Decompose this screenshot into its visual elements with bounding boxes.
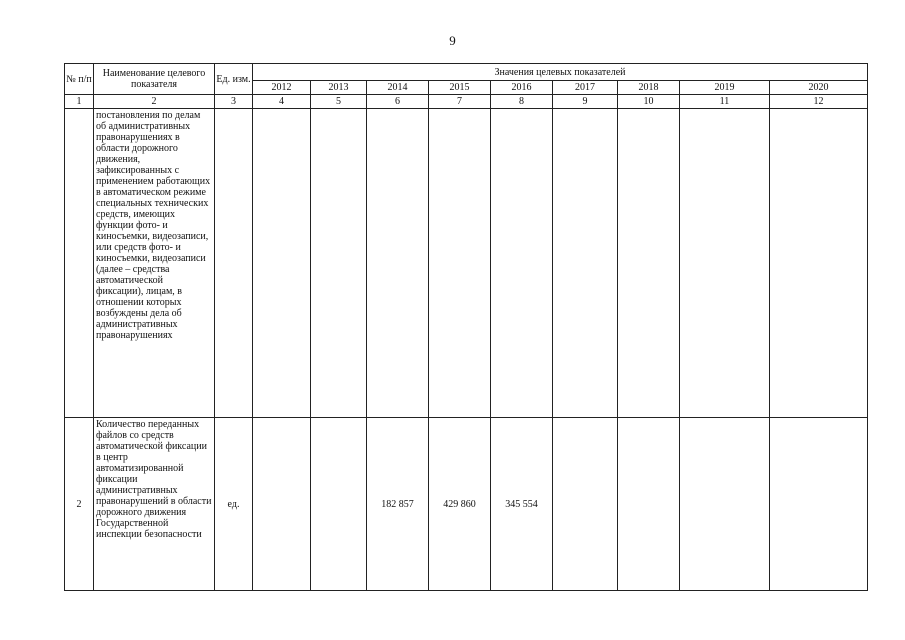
- header-values: Значения целевых показателей: [253, 64, 868, 81]
- header-year: 2016: [491, 81, 553, 95]
- row-value: [618, 109, 680, 418]
- column-number: 2: [94, 95, 215, 109]
- header-year: 2020: [770, 81, 868, 95]
- header-unit: Ед. изм.: [215, 64, 253, 95]
- header-num: № п/п: [65, 64, 94, 95]
- column-number: 12: [770, 95, 868, 109]
- row-value: [770, 418, 868, 591]
- row-unit: [215, 109, 253, 418]
- table-row: [65, 109, 868, 418]
- column-number: 6: [367, 95, 429, 109]
- header-name: Наименование целевого показателя: [94, 64, 215, 95]
- table-row: [65, 418, 868, 591]
- header-year: 2015: [429, 81, 491, 95]
- row-value: [680, 109, 770, 418]
- row-value: [429, 109, 491, 418]
- column-number: 5: [311, 95, 367, 109]
- row-num: 2: [65, 418, 94, 591]
- header-year: 2017: [553, 81, 618, 95]
- page-number: 9: [449, 33, 456, 48]
- row-name: постановления по делам об административных правонарушениях в области дорожного движения, зафиксированных с применением работающих в автоматическом режиме специальных технических средств, имеющих функции фото- и киносъемки, видеозаписи, или средств фото- и киносъемки, видеозаписи (далее – средства автоматической фиксации), лицам, в отношении которых возбуждены дела об административных правонарушениях: [94, 109, 215, 418]
- row-value: [680, 418, 770, 591]
- row-value: [491, 109, 553, 418]
- row-value: [553, 109, 618, 418]
- header-year: 2013: [311, 81, 367, 95]
- header-row: [65, 64, 868, 81]
- column-numbers-row: [65, 95, 868, 109]
- row-value: 182 857: [367, 418, 429, 591]
- row-value: 345 554: [491, 418, 553, 591]
- row-value: 429 860: [429, 418, 491, 591]
- indicators-table: [64, 63, 868, 591]
- column-number: 1: [65, 95, 94, 109]
- column-number: 10: [618, 95, 680, 109]
- header-year: 2019: [680, 81, 770, 95]
- column-number: 8: [491, 95, 553, 109]
- column-number: 4: [253, 95, 311, 109]
- row-value: [311, 418, 367, 591]
- header-year: 2018: [618, 81, 680, 95]
- row-value: [553, 418, 618, 591]
- column-number: 11: [680, 95, 770, 109]
- row-value: [367, 109, 429, 418]
- row-value: [770, 109, 868, 418]
- header-year: 2014: [367, 81, 429, 95]
- column-number: 7: [429, 95, 491, 109]
- row-unit: ед.: [215, 418, 253, 591]
- row-value: [253, 109, 311, 418]
- row-name: Количество переданных файлов со средств автоматической фиксации в центр автоматизированной фиксации административных правонарушений в области дорожного движения Государственной инспекции безопасности: [94, 418, 215, 591]
- row-value: [618, 418, 680, 591]
- row-num: [65, 109, 94, 418]
- column-number: 9: [553, 95, 618, 109]
- row-value: [253, 418, 311, 591]
- row-value: [311, 109, 367, 418]
- column-number: 3: [215, 95, 253, 109]
- header-year: 2012: [253, 81, 311, 95]
